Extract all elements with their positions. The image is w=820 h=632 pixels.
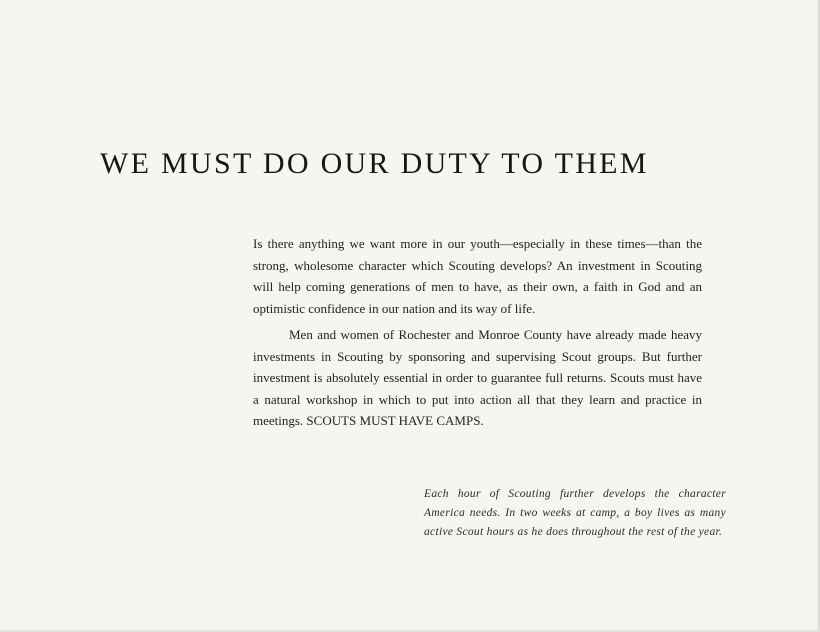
page-heading: WE MUST DO OUR DUTY TO THEM (100, 147, 649, 180)
body-text (253, 233, 702, 432)
paragraph-1: Is there anything we want more in our youth—especially in these times—than the strong, wholesome character which Scouting develops? An investment in Scouting will help coming generations of men to have, as their own, a faith in God and an optimistic confidence in our nation and its way of life. (253, 236, 702, 316)
italic-caption: Each hour of Scouting further develops the character America needs. In two weeks at camp, a boy lives as many active Scout hours as he does throughout the rest of the year. (424, 488, 726, 538)
paragraph-2: Men and women of Rochester and Monroe County have already made heavy investments in Scouting by sponsoring and supervising Scout groups. But further investment is absolutely essential in order to guarantee full returns. Scouts must have a natural workshop in which to put into action all that they learn and practice in meetings. SCOUTS MUST HAVE CAMPS. (253, 327, 702, 428)
